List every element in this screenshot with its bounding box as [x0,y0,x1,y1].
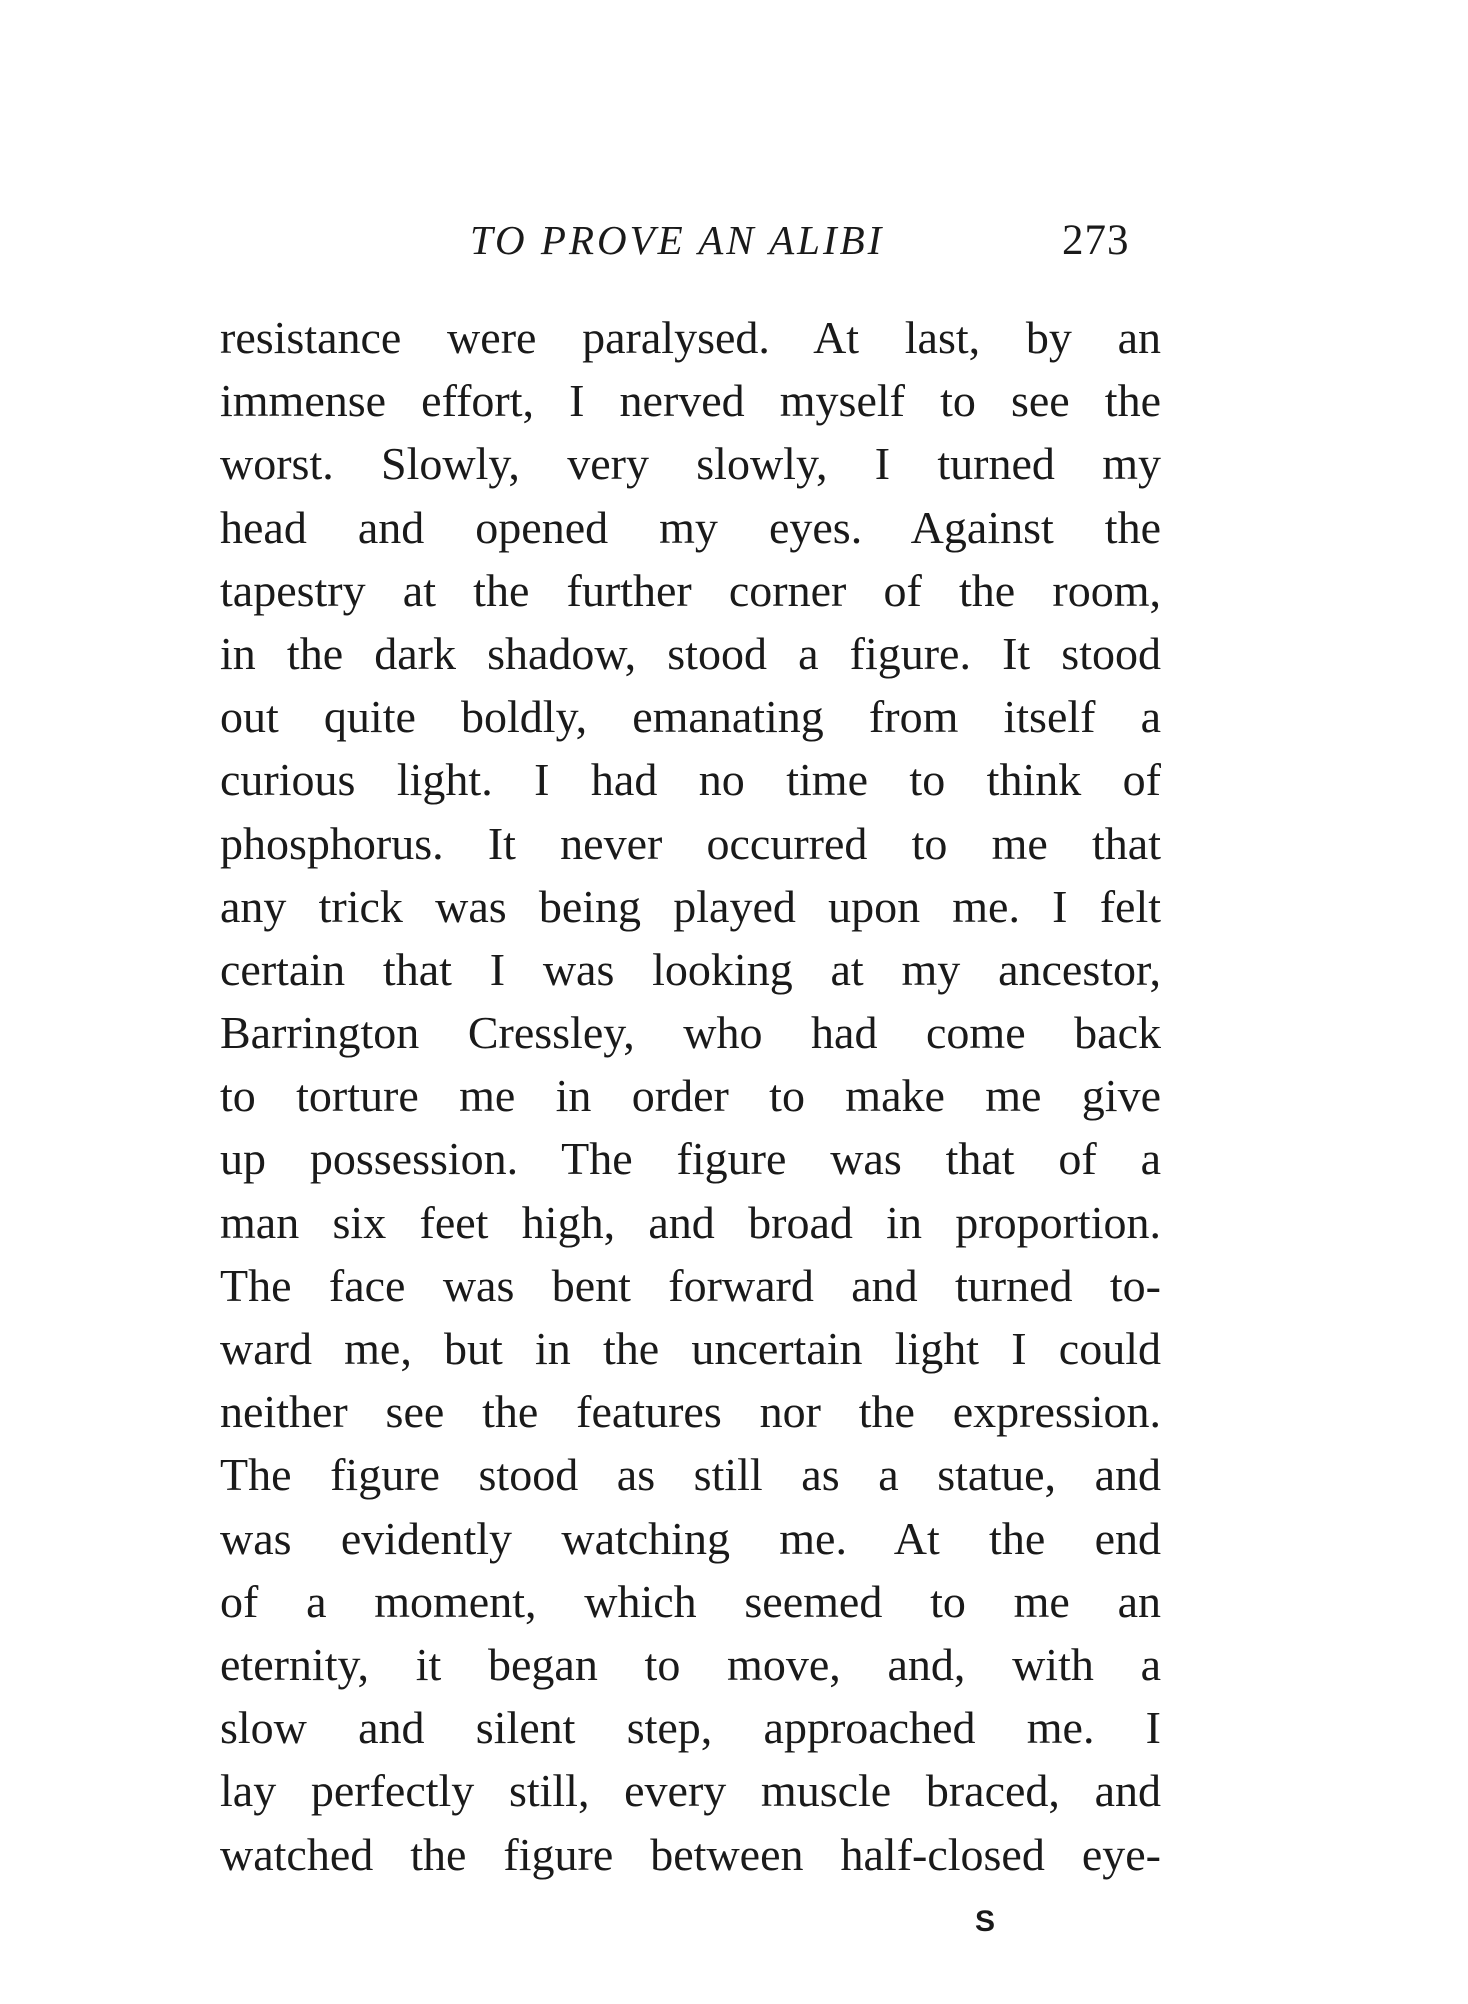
text-line: resistance were paralysed. At last, by an [220,312,1161,363]
text-line: tapestry at the further corner of the room, [220,564,1161,616]
text-line: out quite boldly, emanating from itself a [220,691,1161,743]
text-line: eternity, it began to move, and, with a [220,1638,1161,1690]
text-line: watched the figure between half-closed eye- [220,1828,1161,1880]
text-line: phosphorus. It never occurred to me that [220,817,1161,869]
text-line: neither see the features nor the expression. [220,1386,1161,1438]
text-line: head and opened my eyes. Against the [220,501,1161,553]
text-line: The face was bent forward and turned to- [220,1259,1161,1311]
text-line: worst. Slowly, very slowly, I turned my [220,438,1161,490]
signature-mark: S [975,1905,996,1938]
text-line: curious light. I had no time to think of [220,754,1161,806]
text-line: in the dark shadow, stood a figure. It stood [220,627,1161,679]
text-line: lay perfectly still, every muscle braced, and [220,1765,1161,1817]
text-line: slow and silent step, approached me. I [220,1702,1161,1754]
text-line: man six feet high, and broad in proportion. [220,1196,1161,1248]
text-line: The figure stood as still as a statue, and [220,1449,1161,1501]
running-head-title: TO PROVE AN ALIBI [470,217,885,263]
text-line: certain that I was looking at my ancestor, [220,943,1161,995]
text-line: of a moment, which seemed to me an [220,1575,1161,1627]
text-line: up possession. The figure was that of a [220,1133,1161,1185]
text-line: any trick was being played upon me. I felt [220,880,1161,932]
text-line: ward me, but in the uncertain light I could [220,1323,1161,1374]
body-text [220,306,1161,1886]
text-line: Barrington Cressley, who had come back [220,1007,1161,1059]
page-number: 273 [1062,217,1130,264]
text-line: to torture me in order to make me give [220,1070,1161,1122]
text-line: immense effort, I nerved myself to see the [220,375,1161,427]
text-line: was evidently watching me. At the end [220,1512,1161,1564]
